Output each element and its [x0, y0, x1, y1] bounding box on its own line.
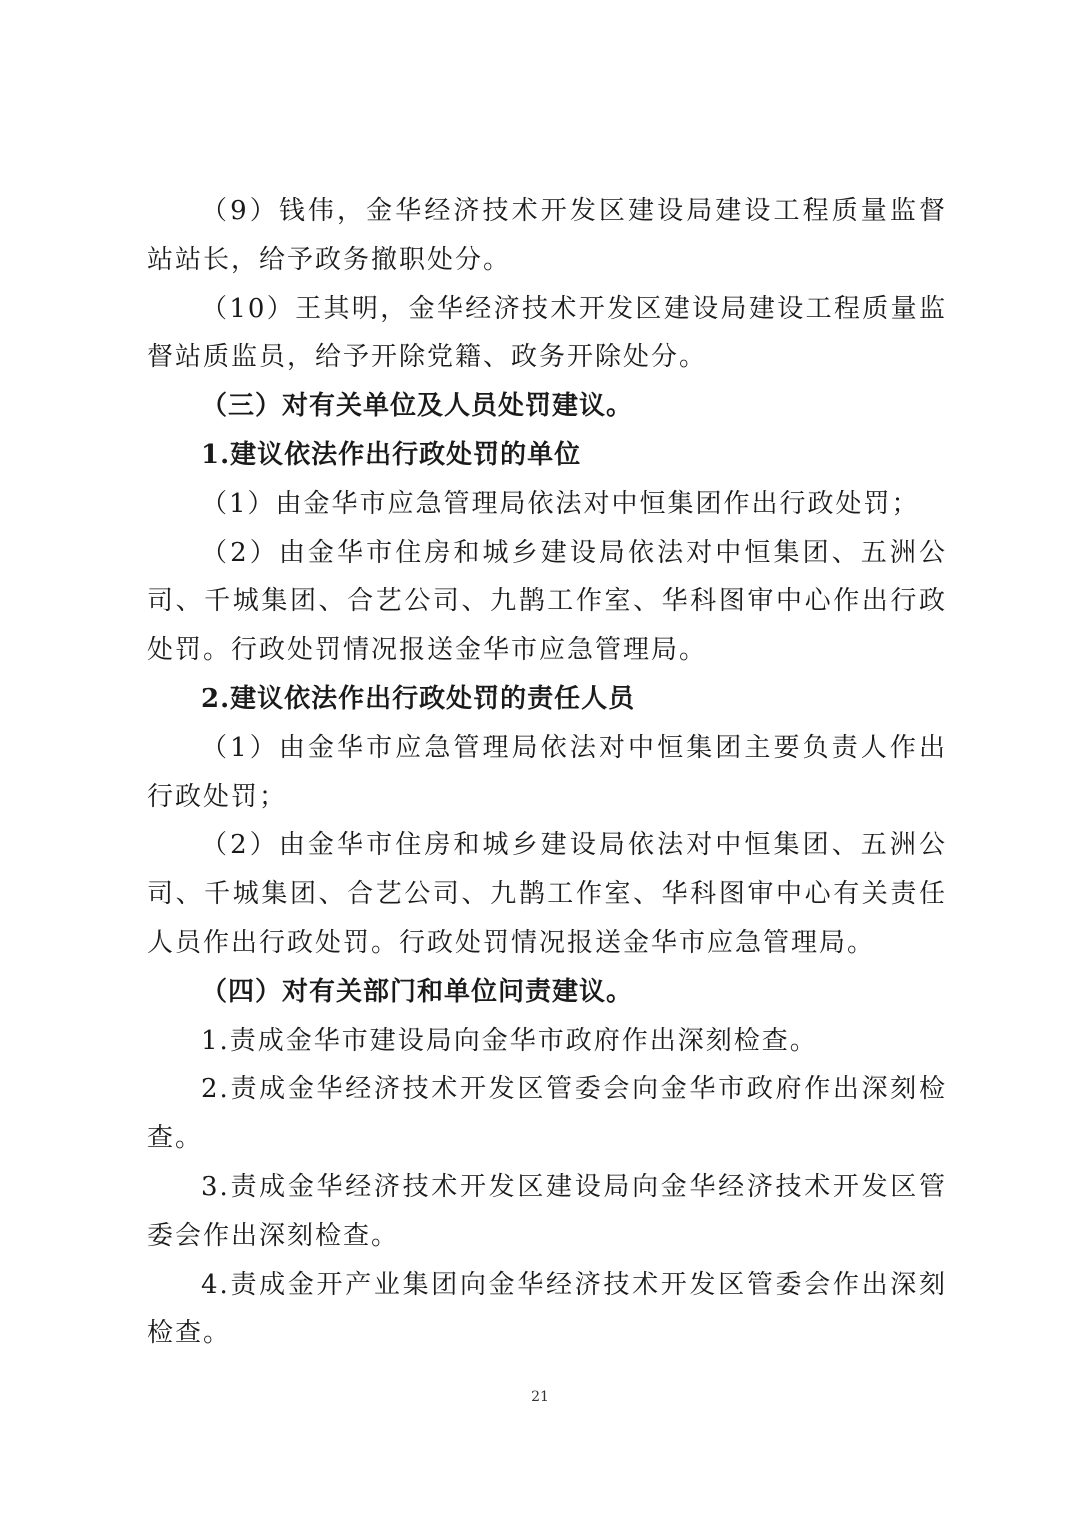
paragraph-persons-1: （1）由金华市应急管理局依法对中恒集团主要负责人作出行政处罚； [147, 732, 947, 812]
section-heading-4: （四）对有关部门和单位问责建议。 [201, 976, 634, 1007]
paragraph-item-10: （10）王其明，金华经济技术开发区建设局建设工程质量监督站质监员，给予开除党籍、政务开除处分。 [147, 293, 947, 373]
section-heading-3: （三）对有关单位及人员处罚建议。 [201, 391, 634, 422]
body-text [147, 187, 947, 1358]
page-number: 21 [531, 1389, 549, 1405]
paragraph-accountability-2: 2.责成金华经济技术开发区管委会向金华市政府作出深刻检查。 [147, 1074, 947, 1154]
paragraph-accountability-1: 1.责成金华市建设局向金华市政府作出深刻检查。 [201, 1025, 818, 1056]
paragraph-persons-2: （2）由金华市住房和城乡建设局依法对中恒集团、五洲公司、千城集团、合艺公司、九鹊工作室、华科图审中心有关责任人员作出行政处罚。行政处罚情况报送金华市应急管理局。 [147, 830, 947, 958]
subheading-penalty-persons: 2.建议依法作出行政处罚的责任人员 [201, 683, 636, 714]
paragraph-units-2: （2）由金华市住房和城乡建设局依法对中恒集团、五洲公司、千城集团、合艺公司、九鹊工作室、华科图审中心作出行政处罚。行政处罚情况报送金华市应急管理局。 [147, 537, 947, 666]
paragraph-accountability-4: 4.责成金开产业集团向金华经济技术开发区管委会作出深刻检查。 [147, 1269, 947, 1349]
paragraph-accountability-3: 3.责成金华经济技术开发区建设局向金华经济技术开发区管委会作出深刻检查。 [147, 1171, 947, 1251]
paragraph-item-9: （9）钱伟，金华经济技术开发区建设局建设工程质量监督站站长，给予政务撤职处分。 [147, 196, 947, 275]
paragraph-units-1: （1）由金华市应急管理局依法对中恒集团作出行政处罚； [201, 488, 920, 519]
subheading-penalty-units: 1.建议依法作出行政处罚的单位 [201, 439, 582, 470]
